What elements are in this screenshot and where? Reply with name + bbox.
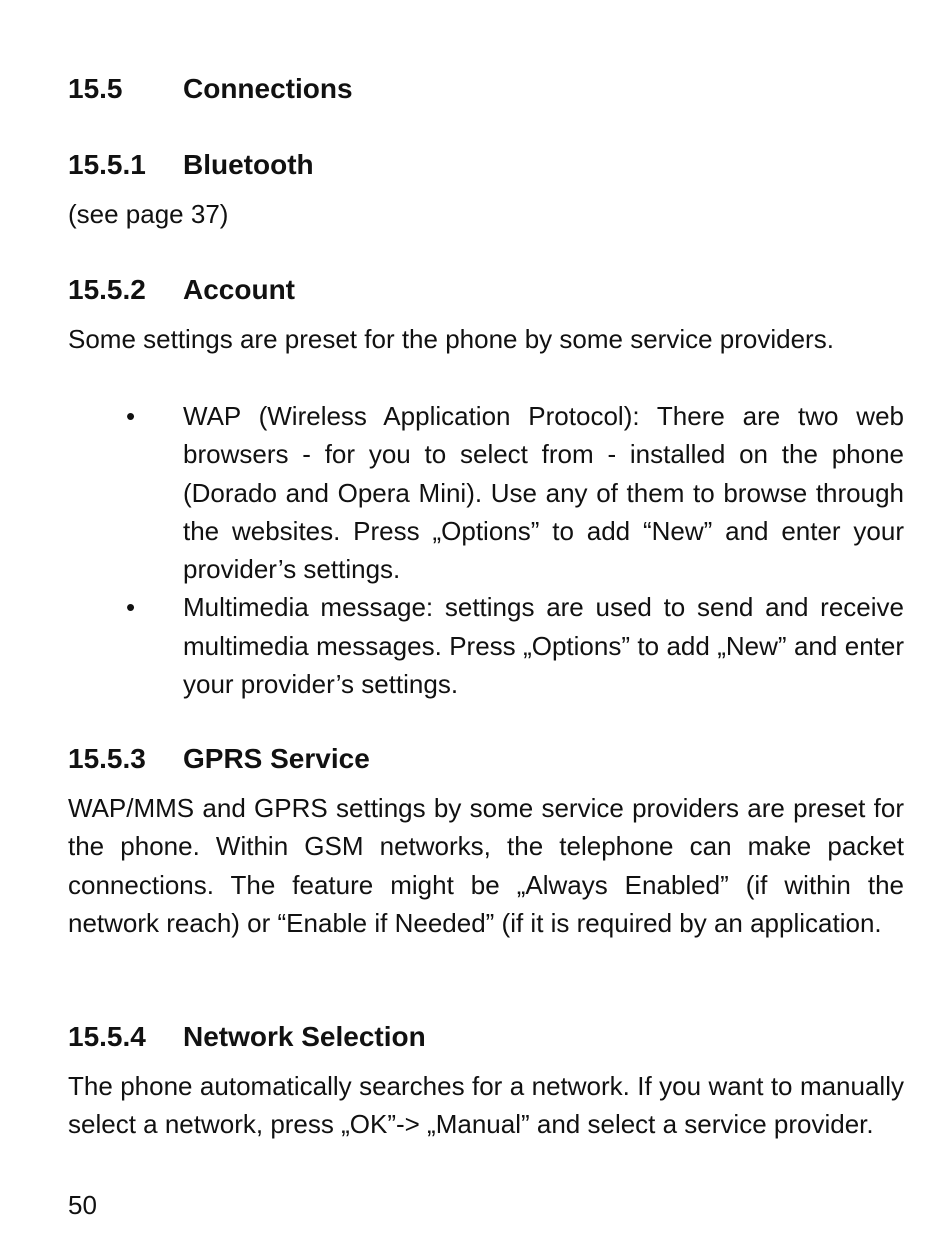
heading-network-selection [68, 1023, 426, 1051]
section-title: Account [183, 274, 295, 305]
bullet-item-wap [68, 397, 904, 588]
section-number: 15.5.1 [68, 149, 146, 180]
section-number: 15.5.4 [68, 1021, 146, 1052]
bullet-icon: • [126, 592, 136, 623]
account-body: Some settings are preset for the phone by some service providers. [68, 324, 834, 354]
section-title: Bluetooth [183, 149, 314, 180]
bluetooth-body: (see page 37) [68, 199, 229, 229]
heading-connections [68, 75, 353, 103]
section-number: 15.5 [68, 73, 123, 104]
bullet-icon: • [126, 401, 136, 431]
heading-gprs-service [68, 745, 370, 773]
heading-bluetooth [68, 151, 314, 179]
section-title: GPRS Service [183, 743, 370, 774]
bullet-text: Multimedia message: settings are used to send and receive multimedia messages. Press „Options” to add „New” and enter your provider’s settings. [183, 592, 904, 700]
account-bullet-list [68, 397, 904, 703]
heading-account [68, 276, 295, 304]
section-title: Connections [183, 73, 353, 104]
section-title: Network Selection [183, 1021, 426, 1052]
bullet-text: WAP (Wireless Application Protocol): There are two web browsers - for you to select from - installed on the phone (Dorado and Opera Mini). Use any of them to browse through the websites. Press „Options” to add “New” and enter your provider’s settings. [183, 401, 904, 585]
page-number: 50 [68, 1190, 97, 1220]
network-selection-body: The phone automatically searches for a network. If you want to manually select a network, press „OK”-> „Manual” and select a service provider. [68, 1071, 904, 1140]
section-number: 15.5.2 [68, 274, 146, 305]
section-number: 15.5.3 [68, 743, 146, 774]
gprs-body: WAP/MMS and GPRS settings by some service providers are preset for the phone. Within GSM networks, the telephone can make packet connections. The feature might be „Always Enabled” (if within the network reach) or “Enable if Needed” (if it is required by an application. [68, 793, 904, 938]
bullet-item-mms [68, 588, 904, 703]
